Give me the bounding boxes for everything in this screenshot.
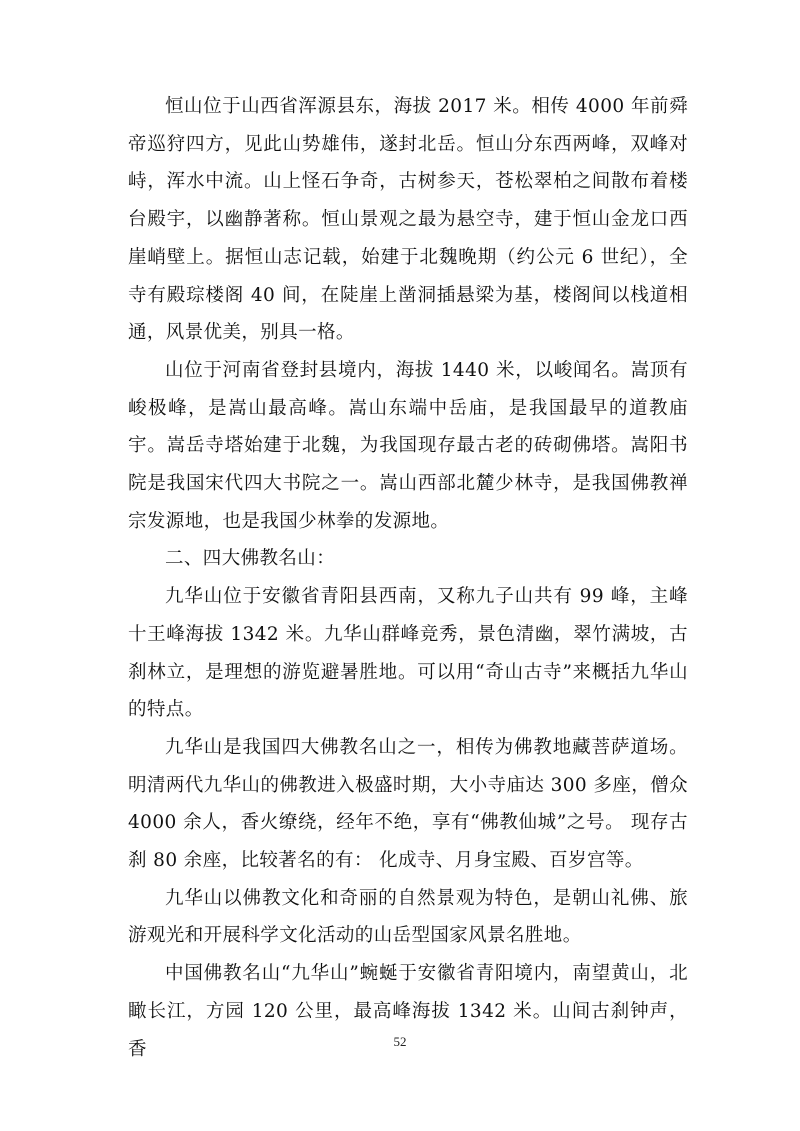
paragraph-jiuhuashan-location: 九华山位于安徽省青阳县西南，又称九子山共有 99 峰，主峰十王峰海拔 1342 米。九华山群峰竞秀，景色清幽，翠竹满坡，古刹林立，是理想的游览避暑胜地。可以用“奇山古寺”来概括九华山的特点。 [128, 586, 688, 721]
section-heading-buddhist-mountains: 二、四大佛教名山： [165, 548, 336, 570]
paragraph-hengshan: 恒山位于山西省浑源县东，海拔 2017 米。相传 4000 年前舜帝巡狩四方，见此山势雄伟，遂封北岳。恒山分东西两峰，双峰对峙，浑水中流。山上怪石争奇，古树参天，苍松翠柏之间散布着楼台殿宇，以幽静著称。恒山景观之最为悬空寺，建于恒山金龙口西崖峭壁上。据恒山志记载，始建于北魏晚期（约公元 6 世纪），全寺有殿琮楼阁 40 间，在陡崖上凿洞插悬梁为基，楼阁间以栈道相通，风景优美，别具一格。 [128, 96, 688, 344]
paragraph-jiuhuashan-buddhism: 九华山是我国四大佛教名山之一，相传为佛教地藏菩萨道场。明清两代九华山的佛教进入极盛时期，大小寺庙达 300 多座，僧众 4000 余人，香火缭绕，经年不绝，享有“佛教仙城”之号。 现存古刹 80 余座，比较著名的有： 化成寺、月身宝殿、百岁宫等。 [128, 736, 688, 872]
document-body [128, 88, 688, 1068]
page-number: 52 [393, 1034, 407, 1049]
paragraph-jiuhuashan-overview: 中国佛教名山“九华山”蜿蜒于安徽省青阳境内，南望黄山，北瞰长江，方园 120 公里，最高峰海拔 1342 米。山间古刹钟声，香 [128, 963, 688, 1060]
paragraph-songshan: 山位于河南省登封县境内，海拔 1440 米，以峻闻名。嵩顶有峻极峰，是嵩山最高峰。嵩山东端中岳庙，是我国最早的道教庙宇。嵩岳寺塔始建于北魏，为我国现存最古老的砖砌佛塔。嵩阳书院是我国宋代四大书院之一。嵩山西部北麓少林寺，是我国佛教禅宗发源地，也是我国少林拳的发源地。 [128, 359, 688, 532]
paragraph-jiuhuashan-features: 九华山以佛教文化和奇丽的自然景观为特色，是朝山礼佛、旅游观光和开展科学文化活动的山岳型国家风景名胜地。 [128, 887, 688, 947]
